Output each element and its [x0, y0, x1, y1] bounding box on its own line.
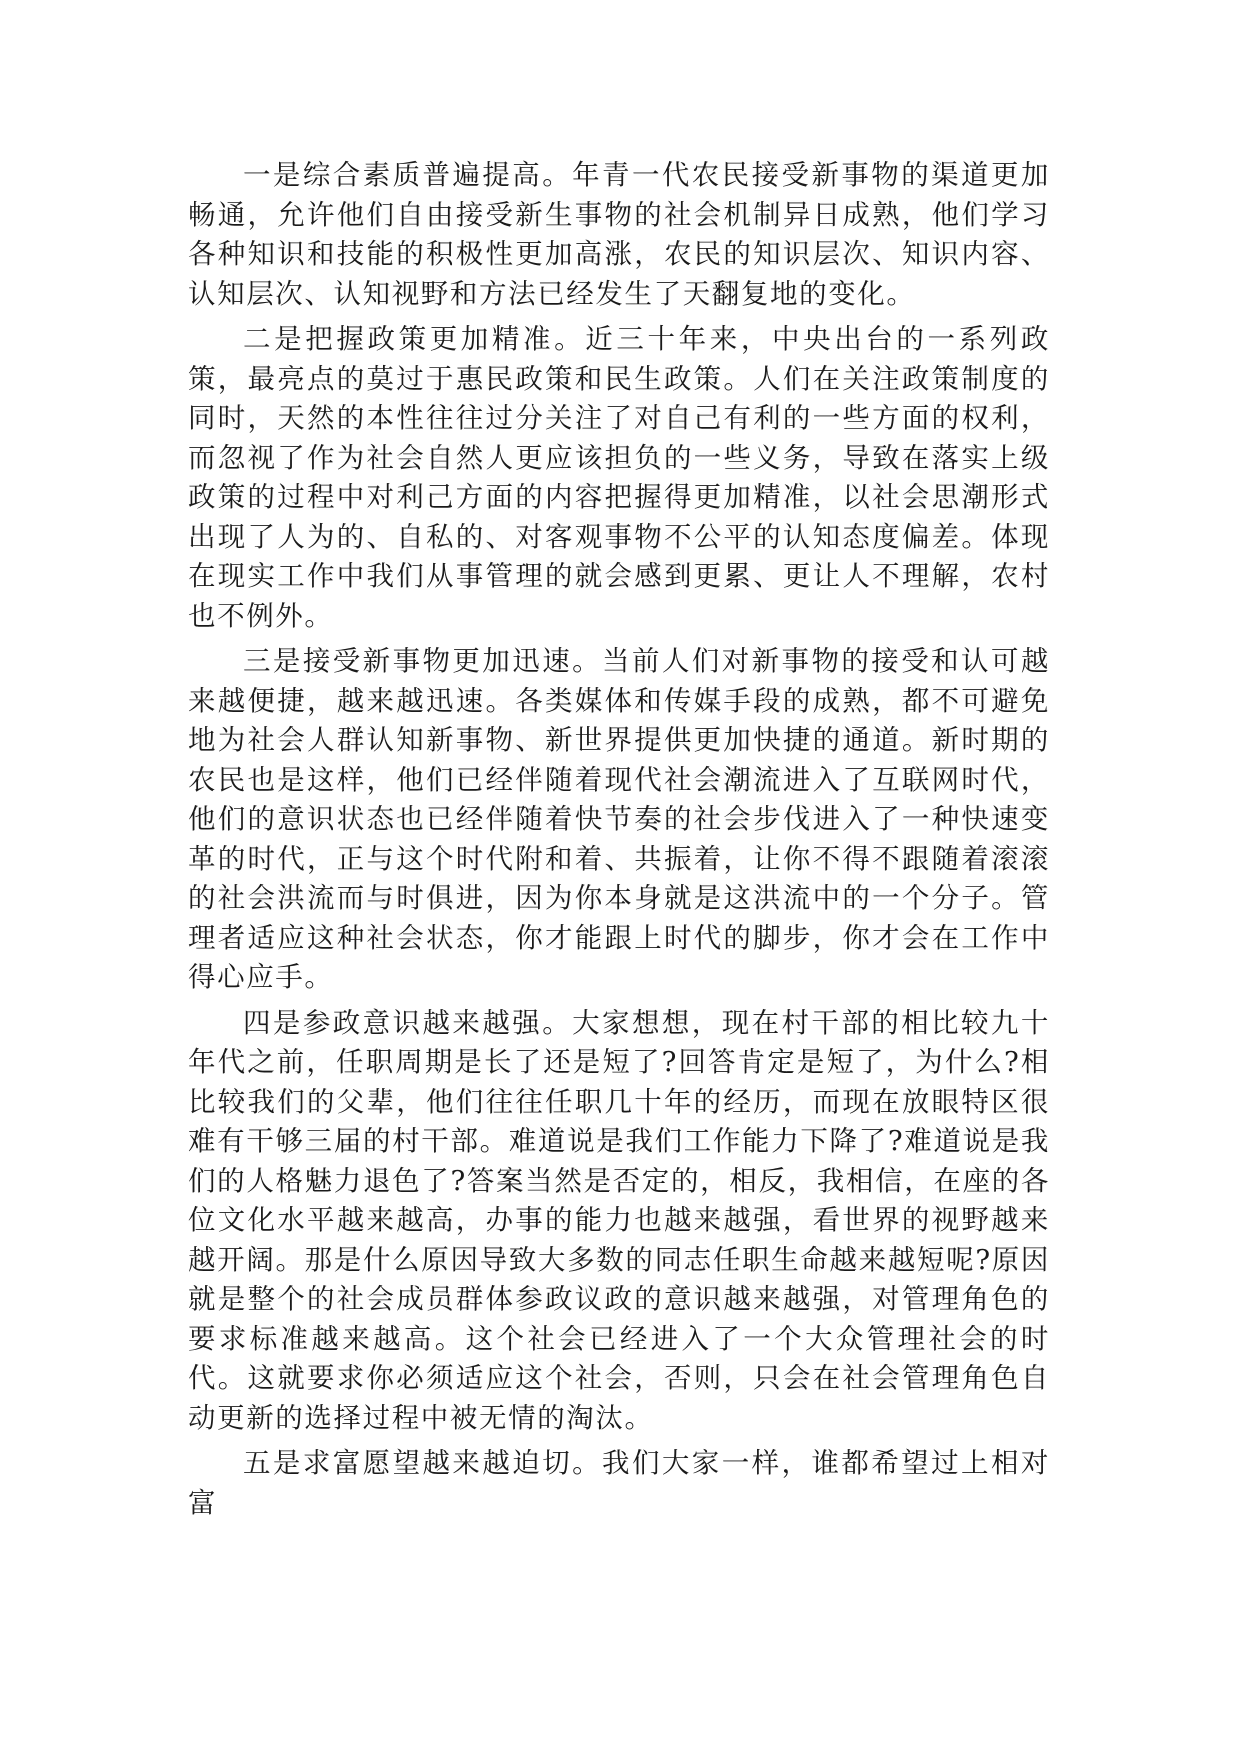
paragraph-1: 一是综合素质普遍提高。年青一代农民接受新事物的渠道更加畅通，允许他们自由接受新生事物的社会机制异日成熟，他们学习各种知识和技能的积极性更加高涨，农民的知识层次、知识内容、认知层次、认知视野和方法已经发生了天翻复地的变化。	[188, 159, 1050, 310]
paragraph-2: 二是把握政策更加精准。近三十年来，中央出台的一系列政策，最亮点的莫过于惠民政策和民生政策。人们在关注政策制度的同时，天然的本性往往过分关注了对自己有利的一些方面的权利，而忽视了作为社会自然人更应该担负的一些义务，导致在落实上级政策的过程中对利己方面的内容把握得更加精准，以社会思潮形式出现了人为的、自私的、对客观事物不公平的认知态度偏差。体现在现实工作中我们从事管理的就会感到更累、更让人不理解，农村也不例外。	[188, 323, 1050, 632]
paragraph-4: 四是参政意识越来越强。大家想想，现在村干部的相比较九十年代之前，任职周期是长了还是短了?回答肯定是短了，为什么?相比较我们的父辈，他们往往任职几十年的经历，而现在放眼特区很难有干够三届的村干部。难道说是我们工作能力下降了?难道说是我们的人格魅力退色了?答案当然是否定的，相反，我相信，在座的各位文化水平越来越高，办事的能力也越来越强，看世界的视野越来越开阔。那是什么原因导致大多数的同志任职生命越来越短呢?原因就是整个的社会成员群体参政议政的意识越来越强，对管理角色的要求标准越来越高。这个社会已经进入了一个大众管理社会的时代。这就要求你必须适应这个社会，否则，只会在社会管理角色自动更新的选择过程中被无情的淘汰。	[188, 1006, 1050, 1434]
document-body	[188, 156, 1050, 1529]
paragraph-5: 五是求富愿望越来越迫切。我们大家一样，谁都希望过上相对富	[188, 1447, 1050, 1519]
paragraph-3: 三是接受新事物更加迅速。当前人们对新事物的接受和认可越来越便捷，越来越迅速。各类媒体和传媒手段的成熟，都不可避免地为社会人群认知新事物、新世界提供更加快捷的通道。新时期的农民也是这样，他们已经伴随着现代社会潮流进入了互联网时代，他们的意识状态也已经伴随着快节奏的社会步伐进入了一种快速变革的时代，正与这个时代附和着、共振着，让你不得不跟随着滚滚的社会洪流而与时俱进，因为你本身就是这洪流中的一个分子。管理者适应这种社会状态，你才能跟上时代的脚步，你才会在工作中得心应手。	[188, 645, 1050, 993]
